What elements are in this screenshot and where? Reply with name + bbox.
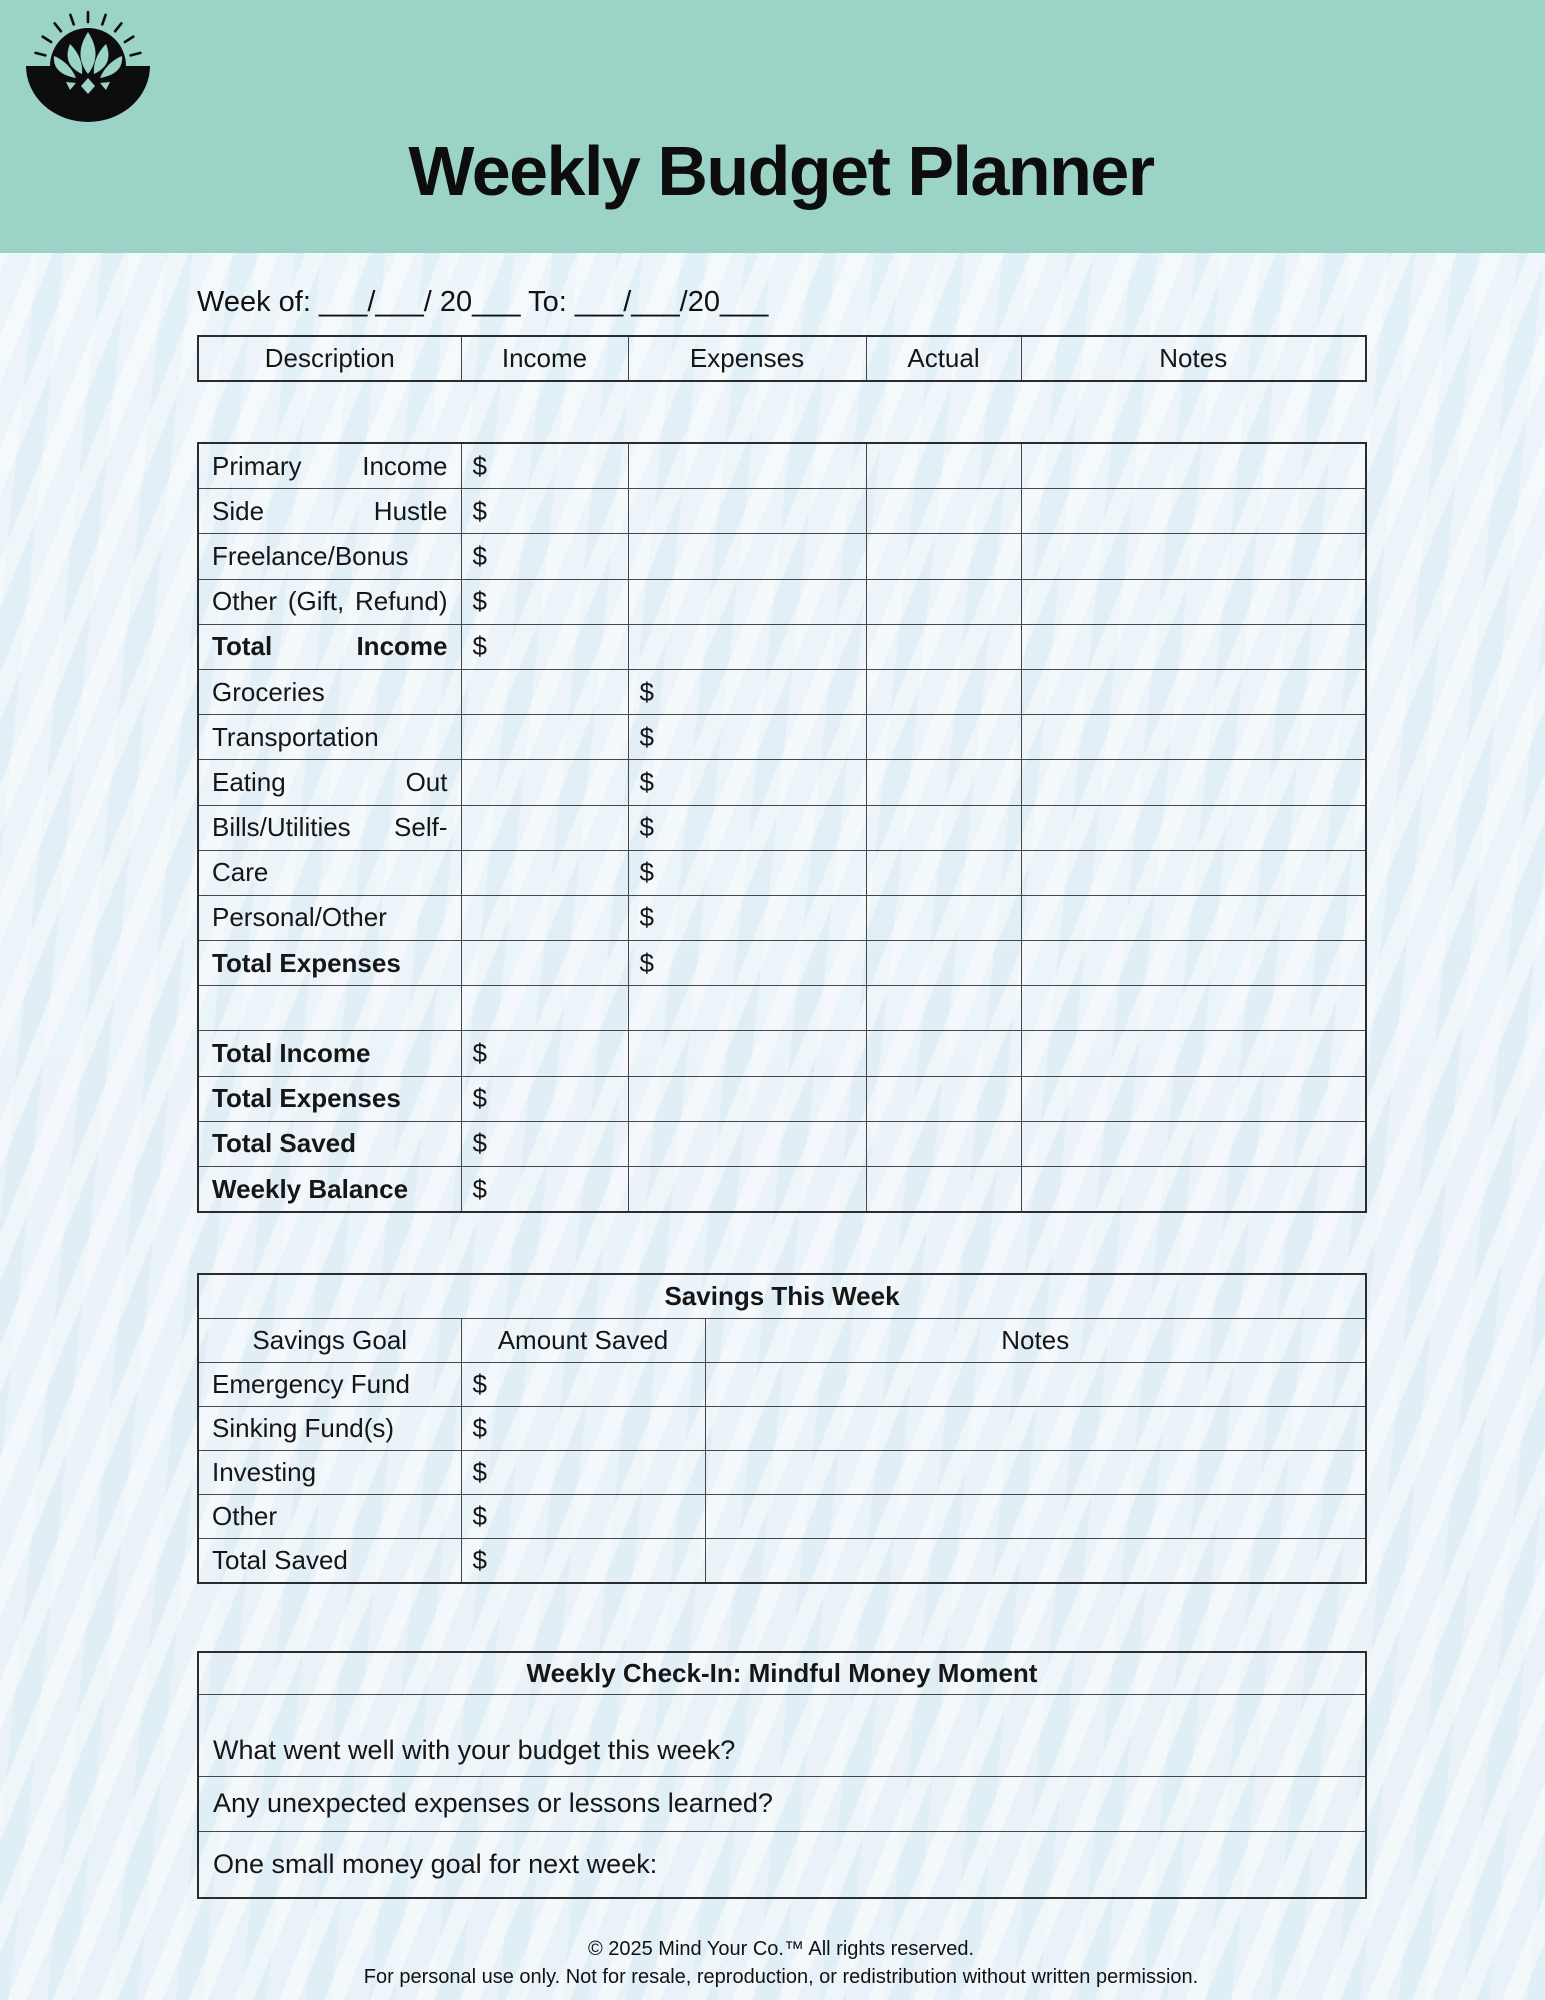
budget-cell-income[interactable]	[461, 715, 628, 760]
budget-row-label: Side Hustle	[198, 489, 461, 534]
savings-table-title: Savings This Week	[198, 1274, 1366, 1319]
savings-row-label: Total Saved	[198, 1539, 461, 1584]
checkin-title: Weekly Check-In: Mindful Money Moment	[198, 1652, 1366, 1694]
budget-row-label: Total Income	[198, 624, 461, 669]
savings-table	[197, 1273, 1367, 1584]
weekly-checkin-box	[197, 1651, 1367, 1899]
budget-cell-income[interactable]: $	[461, 443, 628, 489]
savings-cell-notes[interactable]	[705, 1451, 1366, 1495]
lotus-logo-icon	[20, 10, 160, 128]
budget-cell-income[interactable]: $	[461, 534, 628, 579]
budget-cell-expenses[interactable]	[628, 1167, 866, 1213]
budget-cell-notes[interactable]	[1021, 443, 1366, 489]
budget-cell-actual[interactable]	[866, 941, 1021, 986]
budget-row-label: Freelance/Bonus	[198, 534, 461, 579]
budget-cell-notes[interactable]	[1021, 1121, 1366, 1166]
budget-cell-description[interactable]	[198, 986, 461, 1031]
page-title: Weekly Budget Planner	[408, 131, 1154, 210]
budget-cell-actual[interactable]	[866, 1031, 1021, 1076]
footer-copyright: © 2025 Mind Your Co.™ All rights reserved.	[587, 1938, 975, 1960]
savings-cell-amount[interactable]: $	[461, 1539, 705, 1584]
budget-cell-actual[interactable]	[866, 443, 1021, 489]
footer-permission: For personal use only. Not for resale, reproduction, or redistribution without written permission.	[363, 1966, 1199, 1988]
savings-column-header: Amount Saved	[461, 1319, 705, 1363]
budget-row-label: Personal/Other	[198, 895, 461, 940]
budget-cell-actual[interactable]	[866, 760, 1021, 805]
checkin-prompt[interactable]: Any unexpected expenses or lessons learned?	[198, 1776, 1366, 1831]
budget-cell-income[interactable]	[461, 850, 628, 895]
budget-column-header: Description	[198, 336, 461, 381]
budget-cell-actual[interactable]	[866, 986, 1021, 1031]
budget-cell-expenses[interactable]	[628, 1076, 866, 1121]
budget-cell-notes[interactable]	[1021, 489, 1366, 534]
budget-cell-expenses[interactable]	[628, 986, 866, 1031]
budget-cell-expenses[interactable]: $	[628, 850, 866, 895]
budget-cell-expenses[interactable]: $	[628, 669, 866, 714]
budget-cell-income[interactable]: $	[461, 1031, 628, 1076]
budget-row-label: Care	[198, 850, 461, 895]
budget-row-label: Transportation	[198, 715, 461, 760]
budget-cell-income[interactable]: $	[461, 1076, 628, 1121]
budget-cell-income[interactable]: $	[461, 1167, 628, 1213]
budget-cell-notes[interactable]	[1021, 534, 1366, 579]
budget-cell-notes[interactable]	[1021, 805, 1366, 850]
savings-cell-notes[interactable]	[705, 1495, 1366, 1539]
budget-cell-expenses[interactable]: $	[628, 805, 866, 850]
budget-cell-expenses[interactable]: $	[628, 715, 866, 760]
budget-cell-expenses[interactable]	[628, 489, 866, 534]
savings-cell-notes[interactable]	[705, 1539, 1366, 1584]
budget-column-header: Actual	[866, 336, 1021, 381]
budget-column-header: Income	[461, 336, 628, 381]
savings-cell-amount[interactable]: $	[461, 1407, 705, 1451]
savings-column-header: Notes	[705, 1319, 1366, 1363]
budget-row-label: Eating Out	[198, 760, 461, 805]
budget-row-label: Primary Income	[198, 443, 461, 489]
savings-cell-notes[interactable]	[705, 1407, 1366, 1451]
savings-row-label: Sinking Fund(s)	[198, 1407, 461, 1451]
budget-cell-actual[interactable]	[866, 1121, 1021, 1166]
budget-cell-expenses[interactable]	[628, 443, 866, 489]
budget-cell-actual[interactable]	[866, 579, 1021, 624]
budget-cell-expenses[interactable]	[628, 624, 866, 669]
budget-cell-income[interactable]: $	[461, 489, 628, 534]
budget-cell-actual[interactable]	[866, 895, 1021, 940]
budget-cell-income[interactable]: $	[461, 1121, 628, 1166]
budget-row-label: Weekly Balance	[198, 1167, 461, 1213]
budget-cell-actual[interactable]	[866, 534, 1021, 579]
budget-cell-expenses[interactable]	[628, 579, 866, 624]
budget-row-label: Total Income	[198, 1031, 461, 1076]
budget-row-label: Bills/Utilities Self-	[198, 805, 461, 850]
checkin-prompt[interactable]: What went well with your budget this week?	[198, 1694, 1366, 1776]
budget-cell-notes[interactable]	[1021, 1167, 1366, 1213]
savings-column-header: Savings Goal	[198, 1319, 461, 1363]
budget-cell-actual[interactable]	[866, 489, 1021, 534]
budget-cell-actual[interactable]	[866, 850, 1021, 895]
header-band	[0, 0, 1545, 253]
budget-cell-income[interactable]	[461, 986, 628, 1031]
budget-cell-expenses[interactable]: $	[628, 895, 866, 940]
budget-cell-income[interactable]: $	[461, 579, 628, 624]
budget-cell-expenses[interactable]	[628, 534, 866, 579]
budget-row-label: Total Expenses	[198, 941, 461, 986]
savings-row-label: Investing	[198, 1451, 461, 1495]
budget-row-label: Total Expenses	[198, 1076, 461, 1121]
savings-cell-amount[interactable]: $	[461, 1495, 705, 1539]
budget-cell-income[interactable]	[461, 760, 628, 805]
budget-cell-actual[interactable]	[866, 1167, 1021, 1213]
budget-cell-income[interactable]	[461, 669, 628, 714]
budget-cell-notes[interactable]	[1021, 941, 1366, 986]
budget-table	[197, 442, 1367, 1213]
budget-cell-notes[interactable]	[1021, 1076, 1366, 1121]
budget-cell-expenses[interactable]: $	[628, 760, 866, 805]
budget-cell-actual[interactable]	[866, 669, 1021, 714]
budget-cell-income[interactable]: $	[461, 624, 628, 669]
budget-cell-notes[interactable]	[1021, 850, 1366, 895]
budget-cell-expenses[interactable]: $	[628, 941, 866, 986]
week-of-line[interactable]: Week of: ___/___/ 20___ To: ___/___/20___	[197, 286, 769, 318]
budget-cell-actual[interactable]	[866, 715, 1021, 760]
budget-cell-notes[interactable]	[1021, 1031, 1366, 1076]
checkin-prompt[interactable]: One small money goal for next week:	[198, 1831, 1366, 1898]
budget-column-header: Notes	[1021, 336, 1366, 381]
budget-cell-actual[interactable]	[866, 805, 1021, 850]
savings-cell-amount[interactable]: $	[461, 1363, 705, 1407]
budget-cell-notes[interactable]	[1021, 624, 1366, 669]
budget-row-label: Groceries	[198, 669, 461, 714]
budget-cell-actual[interactable]	[866, 624, 1021, 669]
budget-row-label: Other (Gift, Refund)	[198, 579, 461, 624]
budget-column-header-table	[197, 335, 1367, 382]
budget-cell-income[interactable]	[461, 941, 628, 986]
budget-row-label: Total Saved	[198, 1121, 461, 1166]
budget-cell-actual[interactable]	[866, 1076, 1021, 1121]
budget-cell-notes[interactable]	[1021, 760, 1366, 805]
savings-cell-amount[interactable]: $	[461, 1451, 705, 1495]
budget-column-header: Expenses	[628, 336, 866, 381]
budget-cell-expenses[interactable]	[628, 1031, 866, 1076]
savings-row-label: Other	[198, 1495, 461, 1539]
budget-cell-notes[interactable]	[1021, 715, 1366, 760]
budget-cell-notes[interactable]	[1021, 895, 1366, 940]
savings-cell-notes[interactable]	[705, 1363, 1366, 1407]
budget-cell-income[interactable]	[461, 895, 628, 940]
savings-row-label: Emergency Fund	[198, 1363, 461, 1407]
budget-cell-notes[interactable]	[1021, 669, 1366, 714]
budget-cell-notes[interactable]	[1021, 579, 1366, 624]
budget-cell-expenses[interactable]	[628, 1121, 866, 1166]
budget-cell-income[interactable]	[461, 805, 628, 850]
budget-cell-notes[interactable]	[1021, 986, 1366, 1031]
